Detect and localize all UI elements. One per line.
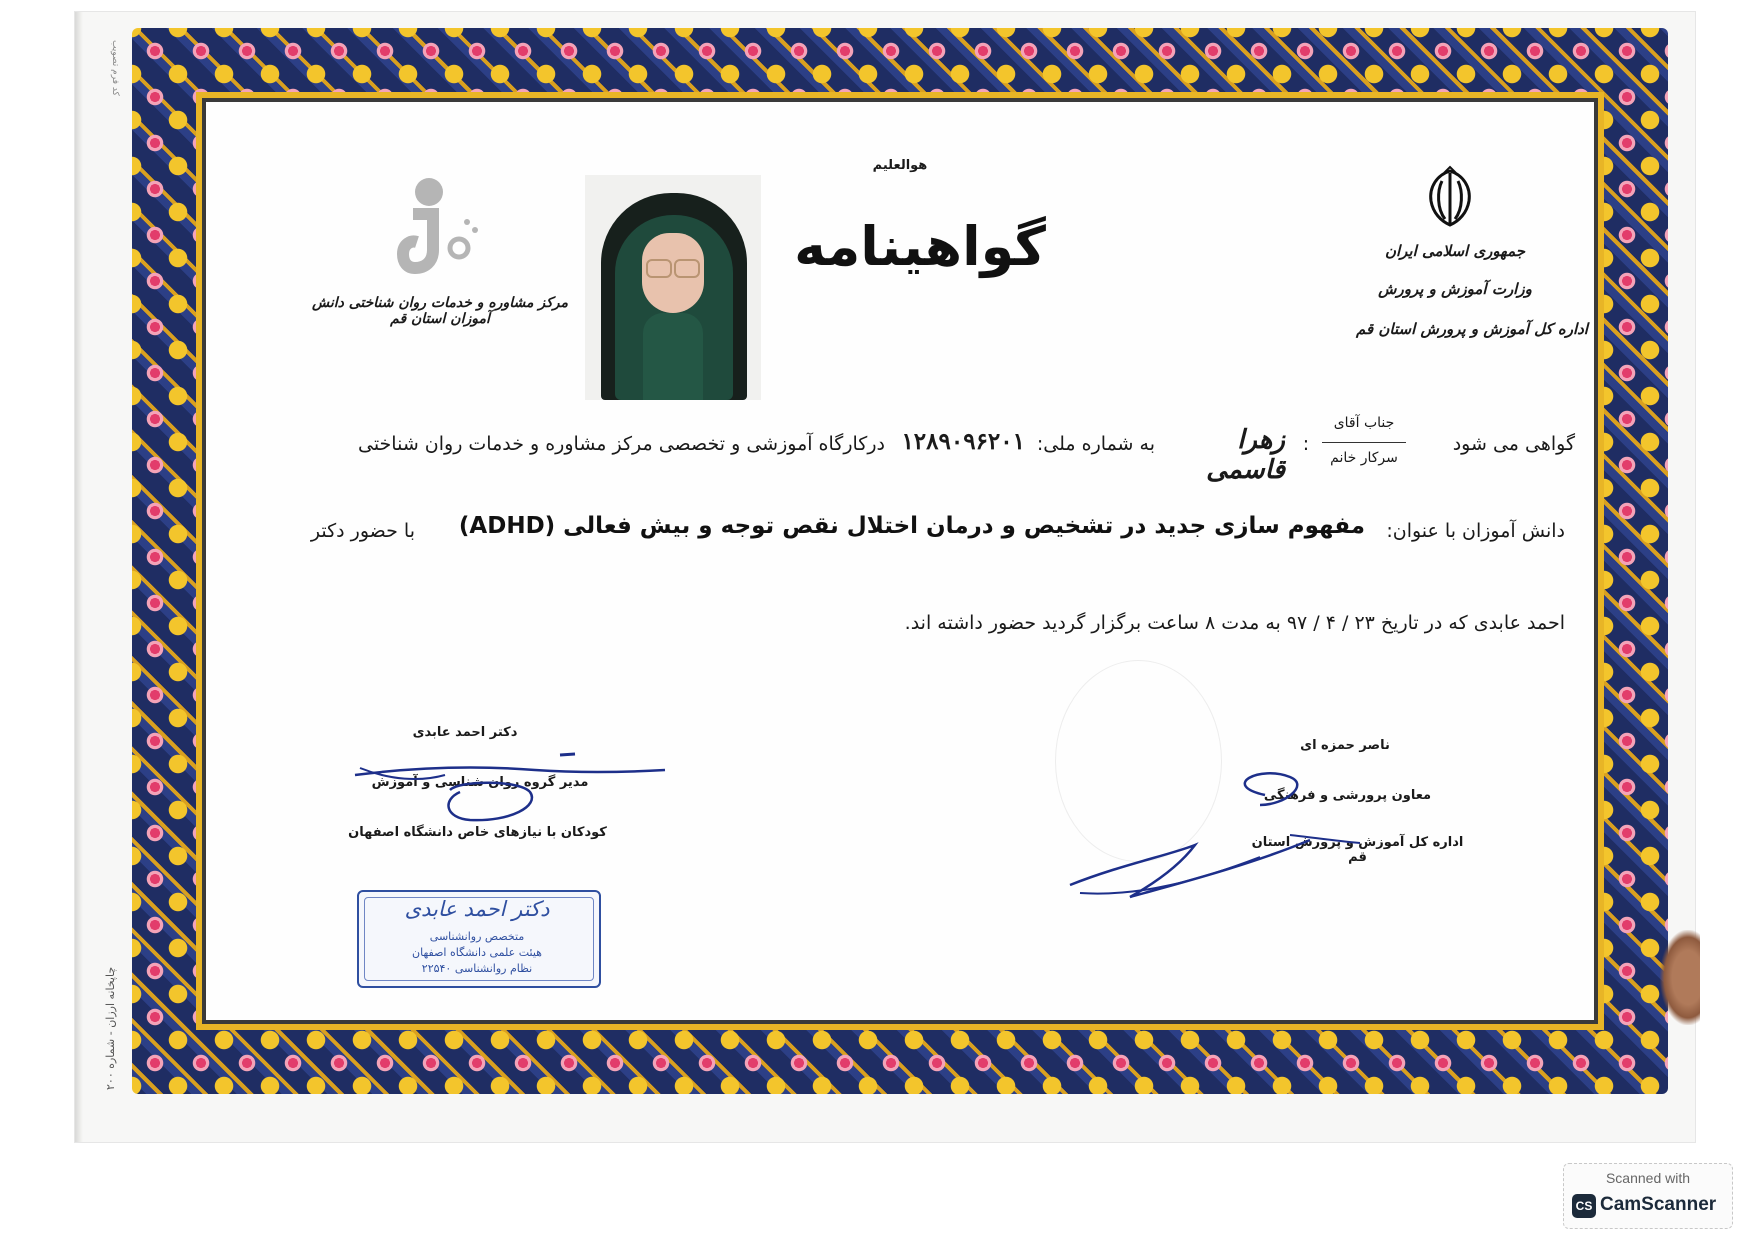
holder-name: زهرا قاسمی	[1206, 425, 1285, 485]
basmala: هوالعلیم	[872, 158, 928, 173]
ministry-line-1: جمهوری اسلامی ایران	[1384, 242, 1526, 260]
ministry-line-2: وزارت آموزش و پرورش	[1378, 280, 1532, 298]
ministry-line-3: اداره کل آموزش و پرورش استان قم	[1356, 320, 1588, 338]
right-signature-icon	[1060, 765, 1380, 915]
colon: :	[1302, 433, 1310, 455]
left-signer-role1: مدیر گروه روان شناسی و آموزش	[371, 775, 589, 790]
right-signer-name: ناصر حمزه ای	[1300, 738, 1390, 753]
counseling-center-logo-icon	[385, 170, 485, 280]
right-signer-role2: اداره کل آموزش و پرورش استان قم	[1251, 835, 1464, 865]
photo-frame	[585, 175, 761, 400]
holder-photo	[585, 175, 761, 400]
stamp-line1: متخصص روانشناسی	[429, 930, 525, 943]
iran-emblem-icon	[1415, 165, 1485, 235]
camscanner-watermark	[1563, 1163, 1733, 1229]
camscanner-caption: Scanned with	[1605, 1170, 1691, 1186]
line2-prefix: دانش آموزان با عنوان:	[1386, 520, 1565, 542]
left-signer-name: دکتر احمد عابدی	[412, 725, 518, 740]
line2-suffix: با حضور دکتر	[310, 520, 415, 542]
paper-edge-shadow	[75, 12, 83, 1142]
finger-edge	[1660, 930, 1700, 1025]
camscanner-logo-icon: CS	[1572, 1194, 1596, 1218]
certificate-title: گواهینامه	[794, 215, 1046, 278]
right-signer-role1: معاون پرورشی و فرهنگی	[1263, 788, 1432, 803]
side-print-top: کد فرم تصویب	[110, 40, 120, 96]
left-signer-role2: کودکان با نیازهای خاص دانشگاه اصفهان	[348, 825, 607, 840]
national-id-value: ۱۲۸۹۰۹۶۲۰۱	[901, 428, 1025, 455]
line1-rest: درکارگاه آموزشی و تخصصی مرکز مشاوره و خدمات روان شناختی	[357, 433, 885, 455]
line3: احمد عابدی که در تاریخ ۲۳ / ۴ / ۹۷ به مدت ۸ ساعت برگزار گردید حضور داشته اند.	[904, 612, 1565, 634]
stamp-line3: نظام روانشناسی ۲۲۵۴۰	[421, 962, 533, 975]
center-org-name: مرکز مشاوره و خدمات روان شناختی دانش آموزان استان قم	[311, 295, 568, 327]
left-signature-icon	[350, 740, 670, 835]
course-title: مفهوم سازی جدید در تشخیص و درمان اختلال نقص توجه و بیش فعالی (ADHD)	[458, 513, 1365, 539]
stamp-name: دکتر احمد عابدی	[404, 897, 550, 921]
salutation-mrs: سرکار خانم	[1330, 450, 1398, 466]
national-id-label: به شماره ملی:	[1036, 433, 1155, 455]
stamp-line2: هیئت علمی دانشگاه اصفهان	[412, 946, 542, 959]
salutation-divider	[1322, 442, 1406, 443]
salutation-mr: جناب آقای	[1333, 415, 1395, 431]
side-print-bottom: چاپخانه ارزان - شماره ۲۰۰	[104, 966, 117, 1090]
camscanner-brand: CamScanner	[1600, 1194, 1717, 1215]
line1-intro: گواهی می شود	[1452, 433, 1575, 455]
